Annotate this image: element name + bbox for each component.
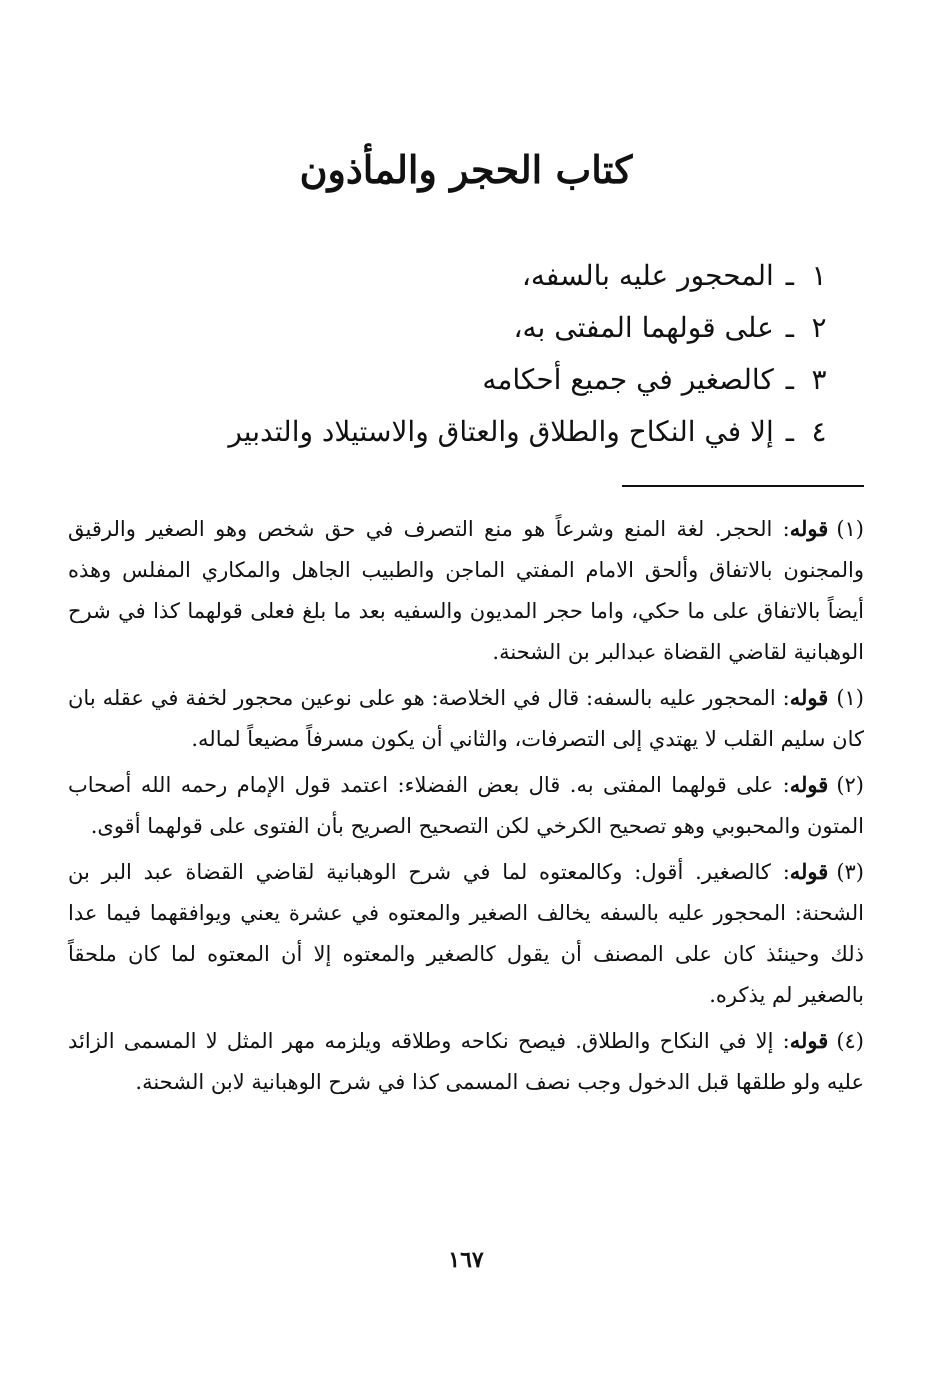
footnote-divider — [622, 485, 864, 487]
footnote-keyword: قوله — [789, 685, 829, 710]
footnote-text: : المحجور عليه بالسفه: قال في الخلاصة: هو على نوعين محجور لخفة في عقله بان كان سليم القلب لا يهتدي إلى التصرفات، والثاني أن يكون مسرفاً مضيعاً لماله. — [68, 686, 864, 751]
item-text: المحجور عليه بالسفه، — [521, 259, 774, 292]
main-text-item — [132, 302, 832, 354]
item-dash: ـ — [785, 415, 794, 448]
footnote-keyword: قوله — [789, 1028, 829, 1053]
page-number: ١٦٧ — [448, 1247, 484, 1273]
item-number: ٢ — [811, 311, 827, 344]
footnotes — [68, 508, 864, 1107]
main-text-item — [132, 406, 832, 458]
footnote — [68, 764, 864, 847]
footnote-text: : الحجر. لغة المنع وشرعاً هو منع التصرف في حق شخص وهو الصغير والرقيق والمجنون بالاتفاق وألحق الامام المفتي الماجن والطبيب الجاهل والمكاري المفلس وهذه أيضاً بالاتفاق على ما حكي، واما حجر المديون والسفيه بعد ما بلغ فعلى قولهما كذا في شرح الوهبانية لقاضي القضاة عبدالبر بن الشحنة. — [68, 517, 864, 664]
footnote-ref: (١) — [836, 686, 864, 710]
item-dash: ـ — [785, 363, 794, 396]
footnote-keyword: قوله — [789, 772, 829, 797]
footnote-text: : كالصغير. أقول: وكالمعتوه لما في شرح الوهبانية لقاضي القضاة عبد البر بن الشحنة: المحجور عليه بالسفه يخالف الصغير والمعتوه في عشرة يعني ويوافقهما فيما عدا ذلك وحينئذ كان على المصنف أن يقول كالصغير والمعتوه إلا أن المعتوه لما كان ملحقاً بالصغير لم يذكره. — [68, 860, 864, 1007]
main-text-item — [132, 250, 832, 302]
chapter-title: كتاب الحجر والمأذون — [299, 147, 633, 192]
item-text: على قولهما المفتى به، — [513, 311, 774, 344]
footnote — [68, 677, 864, 760]
footnote-ref: (٤) — [836, 1029, 864, 1053]
item-number: ١ — [811, 259, 827, 292]
item-dash: ـ — [785, 311, 794, 344]
item-number: ٣ — [811, 363, 827, 396]
footnote — [68, 1020, 864, 1103]
footnote-text: : على قولهما المفتى به. قال بعض الفضلاء: اعتمد قول الإمام رحمه الله أصحاب المتون والمحبوبي وهو تصحيح الكرخي لكن التصحيح الصريح بأن الفتوى على قولهما أقوى. — [68, 773, 864, 838]
footnote-text: : إلا في النكاح والطلاق. فيصح نكاحه وطلاقه ويلزمه مهر المثل لا المسمى الزائد عليه ولو طلقها قبل الدخول وجب نصف المسمى كذا في شرح الوهبانية لابن الشحنة. — [68, 1029, 864, 1094]
item-dash: ـ — [785, 259, 794, 292]
main-text-item — [132, 354, 832, 406]
item-text: إلا في النكاح والطلاق والعتاق والاستيلاد والتدبير — [228, 415, 774, 448]
footnote-ref: (٢) — [836, 773, 864, 797]
footnote-ref: (١) — [836, 517, 864, 541]
item-text: كالصغير في جميع أحكامه — [482, 363, 774, 396]
footnote-keyword: قوله — [789, 516, 829, 541]
footnote — [68, 508, 864, 673]
main-text-list — [132, 250, 832, 458]
item-number: ٤ — [811, 415, 827, 448]
footnote-keyword: قوله — [789, 859, 829, 884]
footnote-ref: (٣) — [836, 860, 864, 884]
footnote — [68, 851, 864, 1016]
